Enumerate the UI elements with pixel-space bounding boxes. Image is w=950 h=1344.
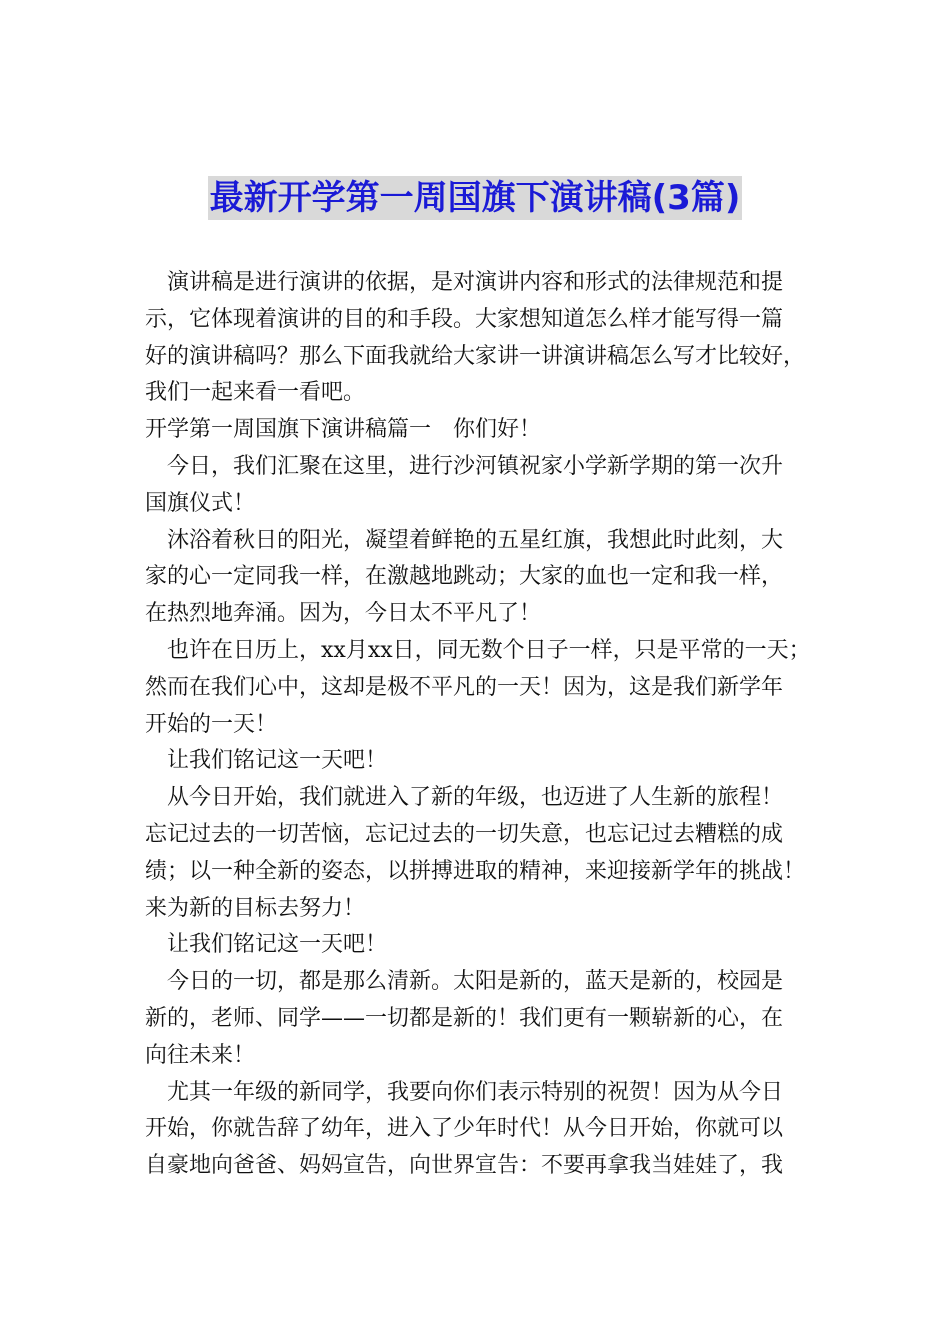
body-line: 让我们铭记这一天吧！ xyxy=(167,932,388,958)
body-line: 忘记过去的一切苦恼，忘记过去的一切失意，也忘记过去糟糕的成 xyxy=(145,821,784,847)
body-line: 开始，你就告辞了幼年，进入了少年时代！从今日开始，你就可以 xyxy=(145,1116,784,1142)
body-line: 也许在日历上，xx月xx日，同无数个日子一样，只是平常的一天； xyxy=(167,637,811,663)
body-line: 好的演讲稿吗？那么下面我就给大家讲一讲演讲稿怎么写才比较好， xyxy=(145,343,806,369)
body-line: 演讲稿是进行演讲的依据，是对演讲内容和形式的法律规范和提 xyxy=(167,270,784,295)
body-line: 尤其一年级的新同学，我要向你们表示特别的祝贺！因为从今日 xyxy=(167,1079,784,1105)
body-line: 示，它体现着演讲的目的和手段。大家想知道怎么样才能写得一篇 xyxy=(145,306,784,332)
body-line: 国旗仪式！ xyxy=(145,490,256,516)
body-line: 让我们铭记这一天吧！ xyxy=(167,748,388,774)
document-title: 最新开学第一周国旗下演讲稿(3篇) xyxy=(209,178,741,218)
body-line: 今日，我们汇聚在这里，进行沙河镇祝家小学新学期的第一次升 xyxy=(167,453,784,479)
body-line: 然而在我们心中，这却是极不平凡的一天！因为，这是我们新学年 xyxy=(145,674,784,700)
body-line: 家的心一定同我一样，在激越地跳动；大家的血也一定和我一样， xyxy=(145,564,784,590)
title-container xyxy=(0,176,950,220)
body-line: 今日的一切，都是那么清新。太阳是新的，蓝天是新的，校园是 xyxy=(167,969,784,995)
body-line: 在热烈地奔涌。因为，今日太不平凡了！ xyxy=(145,601,542,627)
body-line: 沐浴着秋日的阳光，凝望着鲜艳的五星红旗，我想此时此刻，大 xyxy=(167,527,784,553)
body-line: 向往未来！ xyxy=(145,1042,256,1068)
body-line: 新的，老师、同学——一切都是新的！我们更有一颗崭新的心，在 xyxy=(145,1005,784,1031)
section-heading-line: 开学第一周国旗下演讲稿篇一 你们好！ xyxy=(145,417,542,443)
body-line: 开始的一天！ xyxy=(145,711,278,737)
document-body xyxy=(145,265,835,1185)
body-line: 我们一起来看一看吧。 xyxy=(145,380,366,406)
body-line: 绩；以一种全新的姿态，以拼搏进取的精神，来迎接新学年的挑战！ xyxy=(145,858,806,884)
body-line: 从今日开始，我们就进入了新的年级，也迈进了人生新的旅程！ xyxy=(167,785,784,811)
body-line: 来为新的目标去努力！ xyxy=(145,895,366,921)
body-line: 自豪地向爸爸、妈妈宣告，向世界宣告：不要再拿我当娃娃了，我 xyxy=(145,1153,784,1179)
